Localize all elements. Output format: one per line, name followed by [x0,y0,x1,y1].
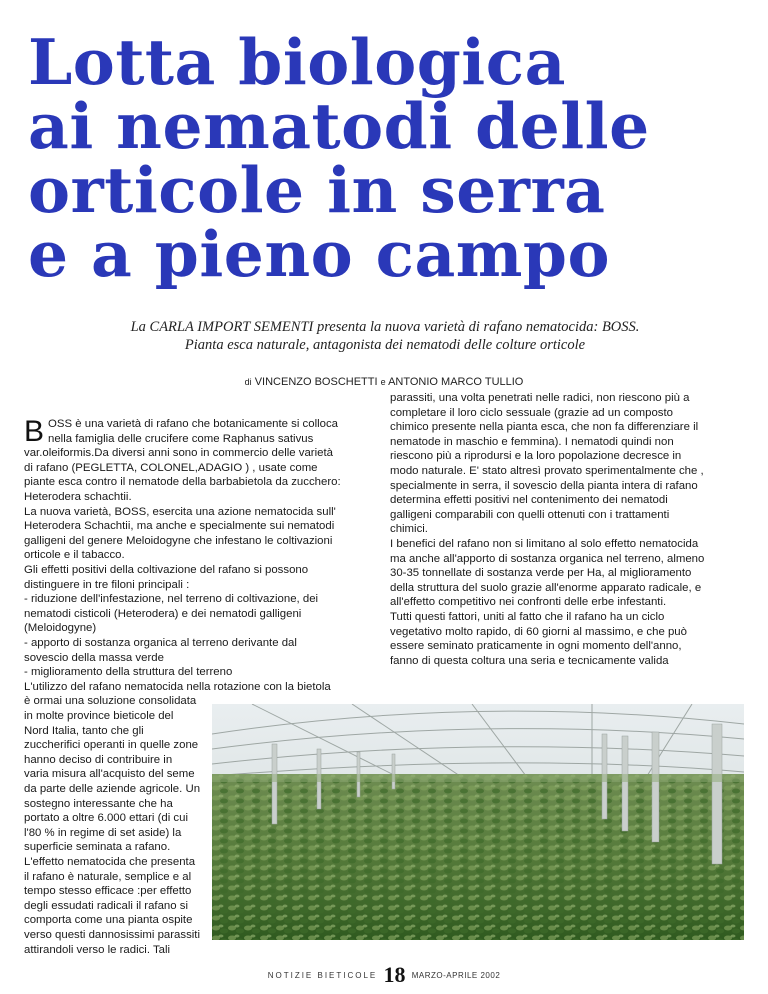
subtitle-line: Pianta esca naturale, antagonista dei nematodi delle colture orticole [184,337,586,353]
text-line: ma anche all'apporto di sostanza organica nel terreno, almeno [390,552,705,565]
page-number: 18 [383,962,406,987]
text-line: comporta come una pianta ospite [24,914,193,927]
text-line: L'utilizzo del rafano nematocida nella rotazione con la bietola [24,680,331,693]
text-line: L'effetto nematocida che presenta [24,855,196,868]
text-line: Heterodera Schachtii, ma anche e specialmente sui nematodi [24,520,335,533]
text-line: Nord Italia, tanto che gli [24,724,144,737]
text-line: all'effetto competitivo nei confronti delle erbe infestanti. [390,596,667,609]
text-line: riescono più a riprodursi e la loro popolazione decresce in [390,450,682,463]
text-line: superficie seminata a rafano. [24,841,171,854]
text-line: chimico presente nella pianta esca, che non fa differenziare il [390,421,699,434]
text-line: completare il loro ciclo sessuale (grazie ad un composto [390,406,674,419]
text-line: Gli effetti positivi della coltivazione del rafano si possono [24,563,309,576]
text-line: I benefici del rafano non si limitano al solo effetto nematocida [390,537,699,550]
text-line: è ormai una soluzione consolidata [24,695,197,708]
text-line: - apporto di sostanza organica al terreno derivante dal [24,636,297,649]
greenhouse-photo [212,704,744,940]
text-line: sovescio della massa verde [24,651,164,664]
text-line: da parte delle aziende agricole. Un [24,782,201,795]
text-line: vegetativo molto rapido, di 60 giorni al massimo, e che può [390,625,687,638]
author-name: ANTONIO MARCO TULLIO [388,376,524,388]
text-line: varia misura all'acquisto del seme [24,768,195,781]
text-line: verso questi dannosissimi parassiti [24,928,200,941]
text-line: La nuova varietà, BOSS, esercita una azione nematocida sull' [24,505,336,518]
drop-cap: B [24,415,45,448]
text-line: attirandoli verso le radici. Tali [24,943,171,956]
publication-name: NOTIZIE BIETICOLE [267,971,378,980]
text-line: orticole e il tabacco. [24,549,125,562]
text-line: - miglioramento della struttura del terreno [24,666,233,679]
title-line: ai nematodi delle [28,89,650,163]
text-line: OSS è una varietà di rafano che botanicamente si colloca [48,418,339,430]
article-column-right [390,391,742,668]
text-line: (Meloidogyne) [24,622,97,635]
text-line: zuccherifici operanti in quelle zone [24,739,199,752]
byline-conjunction: e [380,377,386,387]
text-line: var.oleiformis.Da diversi anni sono in commercio delle varietà [24,447,333,460]
text-line: Heterodera schachtii. [24,490,132,503]
text-line: sostegno interessante che ha [24,797,173,810]
text-line: galligeni comparabili con quelli ottenuti con i trattamenti [390,508,670,521]
subtitle-line: La CARLA IMPORT SEMENTI presenta la nuova varietà di rafano nematocida: BOSS. [130,319,640,335]
text-line: Tutti questi fattori, uniti al fatto che il rafano ha un ciclo [390,610,665,623]
text-line: fanno di questa coltura una seria e tecnicamente valida [390,654,669,667]
text-line: piante esca contro il nematode della barbabietola da zucchero: [24,476,341,489]
title-line: orticole in serra [28,153,606,227]
page-footer [0,962,768,988]
text-line: nematode in maschio e femmina). I nematodi quindi non [390,435,674,448]
text-line: distinguere in tre filoni principali : [24,578,190,591]
text-line: della struttura del suolo grazie all'enorme apparato radicale, e [390,581,702,594]
byline [0,376,768,388]
text-line: galligeni del genere Meloidogyne che infestano le coltivazioni [24,534,333,547]
text-line: portato a oltre 6.000 ettari (di cui [24,812,188,825]
text-line: modo naturale. E' stato altresì provato sperimentalmente che , [390,464,704,477]
text-line: tempo stesso efficace :per effetto [24,885,192,898]
text-line: - riduzione dell'infestazione, nel terreno di coltivazione, dei [24,593,319,606]
article-column-left-lower [24,709,214,957]
article-column-left [24,417,374,709]
text-line: essere seminato praticamente in ogni momento dell'anno, [390,640,682,653]
text-line: in molte province bieticole del [24,710,174,722]
text-line: chimici. [390,523,428,536]
author-name: VINCENZO BOSCHETTI [254,376,378,388]
text-line: parassiti, una volta penetrati nelle radici, non riescono più a [390,392,690,404]
text-line: l'80 % in regime di set aside) la [24,826,182,839]
text-line: il rafano è naturale, semplice e al [24,870,192,883]
title-line: Lotta biologica [28,25,566,99]
issue-date: MARZO-APRILE 2002 [411,971,501,980]
title-line: e a pieno campo [28,217,611,291]
text-line: nematodi cisticoli (Heterodera) e dei nematodi galligeni [24,607,302,620]
text-line: nella famiglia delle crucifere come Raphanus sativus [48,432,314,445]
article-subtitle [80,318,690,354]
text-line: specialmente in serra, il sovescio della pianta intera di rafano [390,479,698,492]
byline-prefix: di [244,377,252,387]
text-line: 30-35 tonnellate di sostanza verde per Ha, al miglioramento [390,567,692,580]
text-line: degli essudati radicali il rafano si [24,899,188,912]
article-title [28,25,748,291]
text-line: hanno deciso di contribuire in [24,753,173,766]
text-line: di rafano (PEGLETTA, COLONEL,ADAGIO ) , usate come [24,461,318,474]
text-line: determina effetti positivi nel contenimento dei nematodi [390,494,668,507]
